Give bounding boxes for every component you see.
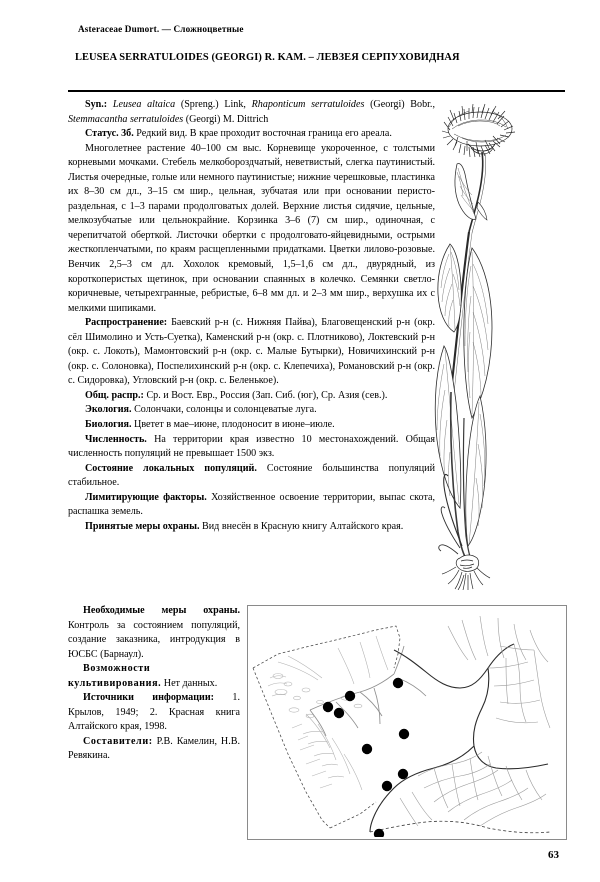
abundance-paragraph: [68, 433, 435, 462]
synonyms-label: Syn.:: [85, 99, 108, 110]
protection-taken-label: Принятые меры охраны.: [85, 520, 200, 532]
sources-label: Источники информации:: [83, 692, 215, 703]
protection-needed-text: Контроль за состоянием популяций, создание заказника, интродукция в ЮСБС (Барнаул).: [68, 619, 240, 660]
abundance-text: На территории края известно 10 местонахождений. Общая численность популяций не превышает 1500 экз.: [68, 433, 435, 460]
protection-needed-paragraph: [68, 604, 240, 662]
status-label: Статус. 3б.: [85, 128, 134, 140]
cultivation-text: Нет данных.: [163, 677, 218, 689]
family-heading: Asteraceae Dumort. — Сложноцветные: [78, 24, 244, 34]
limiting-factors-text: Хозяйственное освоение территории, выпас скота, распашка земель.: [68, 491, 435, 518]
synonym-2-author: (Georgi) Bobr.,: [370, 99, 435, 110]
protection-taken-text: Вид внесён в Красную книгу Алтайского края.: [202, 520, 404, 532]
protection-taken-paragraph: [68, 520, 435, 535]
synonym-1-name: Leusea altaica: [112, 99, 176, 110]
biology-label: Биология.: [85, 419, 132, 431]
synonym-3-author: (Georgi) M. Dittrich: [185, 113, 269, 125]
distribution-label: Распространение:: [85, 317, 168, 329]
distribution-text: Баевский р-н (с. Нижняя Пайва), Благовещенский р-н (окр. сёл Шимолино и Усть-Суетка), Каменский р-н (окр. с. Плотниково), Локтевский р-н (окр. с. Локоть), Мамонтовский р-н (окр. с. Малые Бутырки), Новичихинский р-н (окр. с. Солоновка), Поспелихинский р-н (окр. с. Клепечиха), Романовский р-н (окр. с. Сидоровка), Угловский р-н (окр. с. Беленькое).: [68, 317, 435, 387]
limiting-factors-label: Лимитирующие факторы.: [85, 491, 207, 503]
ecology-paragraph: [68, 403, 435, 418]
local-populations-paragraph: [68, 462, 435, 491]
general-distribution-label: Общ. распр.:: [85, 389, 144, 401]
abundance-label: Численность.: [85, 433, 147, 445]
compilers-text: Р.В. Камелин, Н.В. Ревякина.: [68, 735, 240, 761]
synonym-2-name: Rhaponticum serratuloides: [251, 99, 365, 110]
distribution-map: [247, 605, 567, 840]
synonym-1-author: (Spreng.) Link,: [180, 99, 246, 110]
synonym-3-name: Stemmacantha serratuloides: [68, 113, 184, 125]
species-title: LEUSEA SERRATULOIDES (GEORGI) R. KAM. – ЛЕВЗЕЯ СЕРПУХОВИДНАЯ: [75, 52, 460, 63]
header-divider-rule: [68, 90, 565, 92]
sources-text: 1. Крылов, 1949; 2. Красная книга Алтайского края, 1998.: [68, 692, 240, 732]
local-populations-label: Состояние локальных популяций.: [85, 462, 257, 474]
plant-illustration: [432, 96, 582, 590]
local-populations-text: Состояние большинства популяций стабильное.: [68, 462, 435, 489]
compilers-label: Составители:: [83, 735, 153, 747]
biology-paragraph: [68, 418, 435, 433]
description-paragraph: Многолетнее растение 40–100 см выс. Корневище укороченное, с толстыми корневыми мочками. Стебель мелкобороздчатый, неветвистый, слегка паутинистый. Листья очередные, голые или немного паутинистые; нижние черешковые, пластинка их 8–30 см дл., 3–15 см шир., цельная, зубчатая или при основании перисто-раздельная, с 1–3 парами продолговатых долей. Верхние листья сидячие, цельные, мелкозубчатые или цельнокрайние. Корзинка 3–6 (7) см шир., одиночная, с черепитчатой оберткой. Листочки обертки с продолговато-яйцевидными, острыми жесткопленчатыми, по краям расщепленными придатками. Цветки лилово-розовые. Венчик 2,5–3 см дл. Хохолок кремовый, 1,5–1,6 см дл., двурядный, из короткоперистых щетинок, при основании спаянных в колечко. Семянки светло-коричневые, четырехгранные, ребристые, 6–8 мм дл. и 2–3 мм шир., верхушка их с мелкими шипиками.: [68, 142, 435, 314]
general-distribution-paragraph: [68, 389, 435, 404]
ecology-text: Солончаки, солонцы и солонцеватые луга.: [134, 404, 317, 416]
sidebar-text-column: [68, 604, 240, 764]
protection-needed-label: Необходимые меры охраны.: [83, 605, 240, 616]
cultivation-label: Возможности культивирования.: [68, 663, 162, 689]
general-distribution-text: Ср. и Вост. Евр., Россия (Зап. Сиб. (юг), Ср. Азия (сев.).: [146, 389, 388, 401]
status-paragraph: [68, 127, 435, 142]
distribution-paragraph: [68, 316, 435, 389]
compilers-paragraph: [68, 735, 240, 764]
main-text-column: [68, 98, 435, 534]
status-text: Редкий вид. В крае проходит восточная граница его ареала.: [136, 128, 392, 140]
ecology-label: Экология.: [85, 404, 132, 416]
sources-paragraph: [68, 691, 240, 735]
biology-text: Цветет в мае–июне, плодоносит в июне–июле.: [134, 419, 335, 431]
limiting-factors-paragraph: [68, 491, 435, 520]
page-number: 63: [548, 849, 559, 861]
cultivation-paragraph: [68, 662, 240, 691]
synonyms-paragraph: [68, 98, 435, 127]
